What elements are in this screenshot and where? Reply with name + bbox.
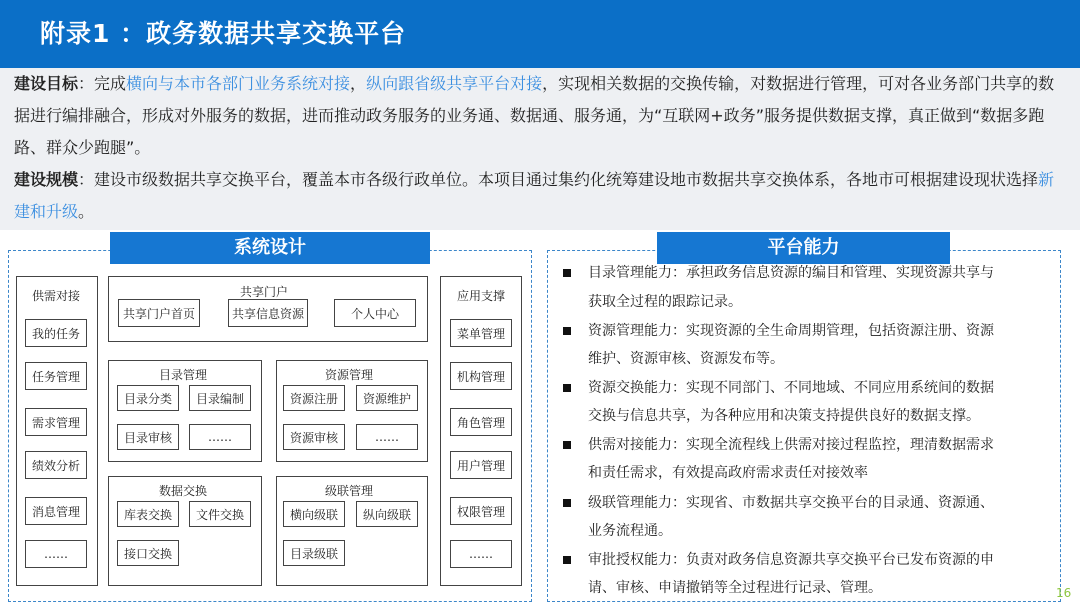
goal-paragraph <box>14 68 1066 164</box>
bullet-icon <box>563 556 571 564</box>
exchange-title: 数据交换 <box>159 484 208 498</box>
goal-highlight-1: 横向与本市各部门业务系统对接 <box>126 74 351 93</box>
bullet-icon <box>563 384 571 392</box>
bullet-icon <box>563 269 571 277</box>
catalog-item[interactable]: …… <box>189 424 251 450</box>
capability-line: 交换与信息共享，为各种应用和决策支持提供良好的数据支撑。 <box>588 408 980 424</box>
catalog-item[interactable]: 目录编制 <box>189 385 251 411</box>
app-support-title: 应用支撑 <box>457 289 506 303</box>
scale-highlight: 新建和升级 <box>14 170 1055 221</box>
portal-title: 共享门户 <box>240 285 289 299</box>
cascade-item[interactable]: 纵向级联 <box>356 501 418 527</box>
platform-capability-tab: 平台能力 <box>657 232 950 264</box>
app-item[interactable]: 权限管理 <box>450 497 512 525</box>
resource-item[interactable]: 资源审核 <box>283 424 345 450</box>
app-item[interactable]: …… <box>450 540 512 568</box>
cascade-item[interactable]: 目录级联 <box>283 540 345 566</box>
bullet-icon <box>563 441 571 449</box>
goal-sep: ， <box>350 74 367 93</box>
supply-item[interactable]: 任务管理 <box>25 362 87 390</box>
scale-post: 。 <box>78 202 95 221</box>
intro-panel <box>0 68 1080 230</box>
supply-item[interactable]: 我的任务 <box>25 319 87 347</box>
resource-title: 资源管理 <box>325 368 374 382</box>
resource-item[interactable]: 资源注册 <box>283 385 345 411</box>
supply-item[interactable]: …… <box>25 540 87 568</box>
capability-line: 级联管理能力：实现省、市数据共享交换平台的目录通、资源通、 <box>588 495 994 511</box>
catalog-item[interactable]: 目录审核 <box>117 424 179 450</box>
bullet-icon <box>563 327 571 335</box>
capability-line: 请、审核、申请撤销等全过程进行记录、管理。 <box>588 580 882 596</box>
supply-item[interactable]: 绩效分析 <box>25 451 87 479</box>
catalog-title: 目录管理 <box>159 368 208 382</box>
page-number: 16 <box>1056 586 1072 600</box>
supply-item[interactable]: 需求管理 <box>25 408 87 436</box>
cascade-item[interactable]: 横向级联 <box>283 501 345 527</box>
app-item[interactable]: 菜单管理 <box>450 319 512 347</box>
capability-line: 获取全过程的跟踪记录。 <box>588 294 742 310</box>
catalog-item[interactable]: 目录分类 <box>117 385 179 411</box>
header-bar <box>0 0 1080 68</box>
app-item[interactable]: 角色管理 <box>450 408 512 436</box>
page-title: 附录1 ：政务数据共享交换平台 <box>40 19 407 48</box>
capability-line: 业务流程通。 <box>588 523 672 539</box>
scale-pre: ：建设市级数据共享交换平台，覆盖本市各级行政单位。本项目通过集约化统筹建设地市数据共享交换体系，各地市可根据建设现状选择 <box>78 170 1039 189</box>
goal-label: 建设目标 <box>14 74 79 93</box>
system-design-tab: 系统设计 <box>110 232 430 264</box>
exchange-item[interactable]: 文件交换 <box>189 501 251 527</box>
capability-line: 资源交换能力：实现不同部门、不同地域、不同应用系统间的数据 <box>588 380 994 396</box>
capability-line: 和责任需求，有效提高政府需求责任对接效率 <box>588 465 868 481</box>
exchange-item[interactable]: 接口交换 <box>117 540 179 566</box>
goal-pre: ：完成 <box>78 74 127 93</box>
exchange-item[interactable]: 库表交换 <box>117 501 179 527</box>
capability-line: 资源管理能力：实现资源的全生命周期管理，包括资源注册、资源 <box>588 323 994 339</box>
app-item[interactable]: 机构管理 <box>450 362 512 390</box>
portal-item[interactable]: 共享门户首页 <box>118 299 200 327</box>
supply-title: 供需对接 <box>32 289 81 303</box>
capability-line: 维护、资源审核、资源发布等。 <box>588 351 784 367</box>
app-item[interactable]: 用户管理 <box>450 451 512 479</box>
resource-item[interactable]: …… <box>356 424 418 450</box>
goal-post: ，实现相关数据的交换传输，对数据进行管理，可对各业务部门共享的数据进行编排融合，形成对外服务的数据，进而推动政务服务的业务通、数据通、服务通，为“互联网+政务”服务提供数据支撑，真正做到“数据多跑路、群众少跑腿”。 <box>14 74 1055 157</box>
scale-label: 建设规模 <box>14 170 79 189</box>
scale-paragraph <box>14 164 1066 228</box>
goal-highlight-2: 纵向跟省级共享平台对接 <box>366 74 543 93</box>
resource-item[interactable]: 资源维护 <box>356 385 418 411</box>
portal-item[interactable]: 个人中心 <box>334 299 416 327</box>
capability-line: 供需对接能力：实现全流程线上供需对接过程监控，理清数据需求 <box>588 437 994 453</box>
portal-item[interactable]: 共享信息资源 <box>228 299 308 327</box>
bullet-icon <box>563 499 571 507</box>
cascade-title: 级联管理 <box>325 484 374 498</box>
capability-line: 目录管理能力：承担政务信息资源的编目和管理、实现资源共享与 <box>588 265 994 281</box>
supply-item[interactable]: 消息管理 <box>25 497 87 525</box>
capability-line: 审批授权能力：负责对政务信息资源共享交换平台已发布资源的申 <box>588 552 994 568</box>
